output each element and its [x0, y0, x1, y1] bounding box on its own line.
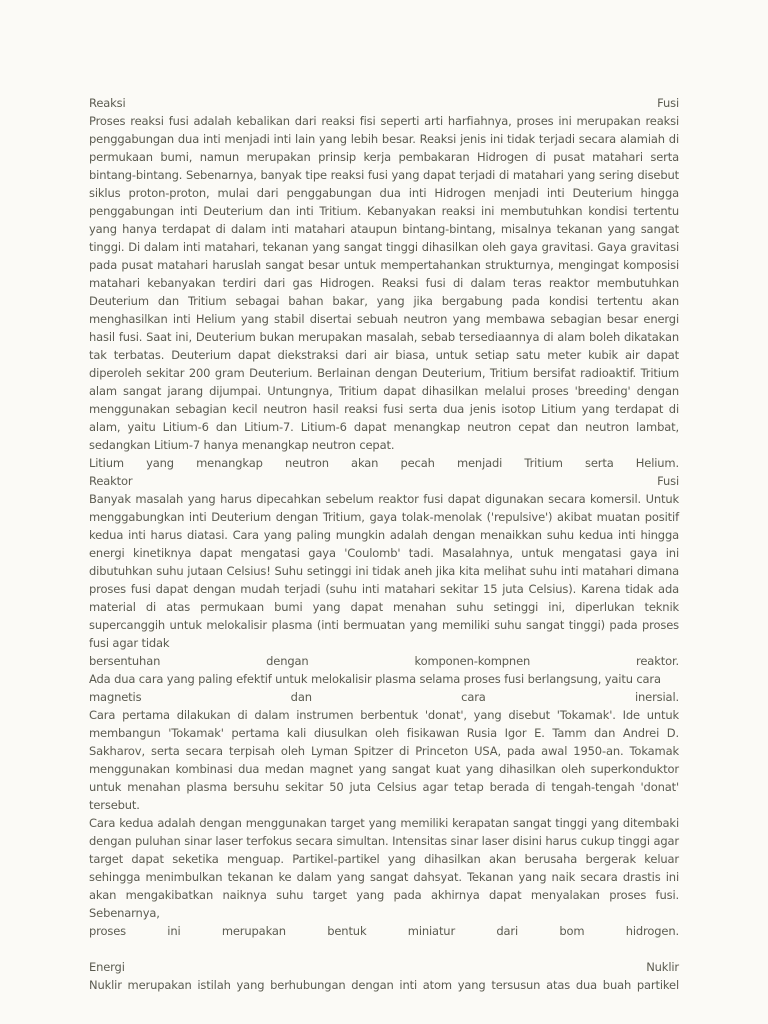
paragraph-reaksi-fusi-last-line: Litium yang menangkap neutron akan pecah menjadi Tritium serta Helium.	[89, 456, 679, 470]
paragraph-spacer	[89, 940, 679, 958]
section-heading-reaksi-fusi	[89, 94, 679, 112]
paragraph-reaktor-fusi-last-line: bersentuhan dengan komponen-kompnen reaktor.	[89, 654, 679, 668]
paragraph-reaksi-fusi: Proses reaksi fusi adalah kebalikan dari reaksi fisi seperti arti harfiahnya, proses ini merupakan reaksi penggabungan dua inti menjadi inti lain yang lebih besar. Reaksi jenis ini tidak terjadi secara alamiah di permukaan bumi, namun merupakan prinsip kerja pembakaran Hidrogen di pusat matahari serta bintang-bintang. Sebenarnya, banyak tipe reaksi fusi yang dapat terjadi di matahari yang sering disebut siklus proton-proton, mulai dari penggabungan dua inti Hidrogen menjadi inti Deuterium hingga penggabungan inti Deuterium dan inti Tritium. Kebanyakan reaksi ini membutuhkan kondisi tertentu yang hanya terdapat di dalam inti matahari ataupun bintang-bintang, misalnya tekanan yang sangat tinggi. Di dalam inti matahari, tekanan yang sangat tinggi dihasilkan oleh gaya gravitasi. Gaya gravitasi pada pusat matahari haruslah sangat besar untuk mempertahankan strukturnya, mengingat komposisi matahari kebanyakan terdiri dari gas Hidrogen. Reaksi fusi di dalam teras reaktor membutuhkan Deuterium dan Tritium sebagai bahan bakar, yang jika bergabung pada kondisi tertentu akan menghasilkan inti Helium yang stabil disertai sebuah neutron yang membawa sebagian besar energi hasil fusi. Saat ini, Deuterium bukan merupakan masalah, sebab tersediaannya di alam boleh dikatakan tak terbatas. Deuterium dapat diekstraksi dari air biasa, untuk setiap satu meter kubik air dapat diperoleh sekitar 200 gram Deuterium. Berlainan dengan Deuterium, Tritium bersifat radioaktif. Tritium alam sangat jarang dijumpai. Untungnya, Tritium dapat dihasilkan melalui proses 'breeding' dengan menggunakan sebagian kecil neutron hasil reaksi fusi serta dua jenis isotop Litium yang terdapat di alam, yaitu Litium-6 dan Litium-7. Litium-6 dapat menangkap neutron cepat dan neutron lambat, sedangkan Litium-7 hanya menangkap neutron cepat.	[89, 114, 679, 452]
heading-left: Energi	[89, 960, 125, 974]
paragraph-energi-nuklir: Nuklir merupakan istilah yang berhubungan dengan inti atom yang tersusun atas dua buah partikel	[89, 978, 679, 992]
section-heading-energi-nuklir	[89, 958, 679, 976]
paragraph-cara-efektif: Ada dua cara yang paling efektif untuk melokalisir plasma selama proses fusi berlangsung, yaitu cara	[89, 672, 661, 686]
paragraph-reaktor-fusi: Banyak masalah yang harus dipecahkan sebelum reaktor fusi dapat digunakan secara komersil. Untuk menggabungkan inti Deuterium dengan Tritium, gaya tolak-menolak ('repulsive') akibat muatan positif kedua inti harus diatasi. Cara yang paling mungkin adalah dengan menaikkan suhu kedua inti hingga energi kinetiknya dapat mengatasi gaya 'Coulomb' tadi. Masalahnya, untuk mengatasi gaya ini dibutuhkan suhu jutaan Celsius! Suhu setinggi ini tidak aneh jika kita melihat suhu inti matahari dimana proses fusi dapat dengan mudah terjadi (suhu inti matahari sekitar 15 juta Celsius). Karena tidak ada material di atas permukaan bumi yang dapat menahan suhu setinggi ini, diperlukan teknik supercanggih untuk melokalisir plasma (inti bermuatan yang memiliki suhu sangat tinggi) pada proses fusi agar tidak	[89, 492, 679, 650]
heading-right: Fusi	[657, 96, 679, 110]
paragraph-cara-kedua-last-line: proses ini merupakan bentuk miniatur dari bom hidrogen.	[89, 924, 679, 938]
heading-left: Reaktor	[89, 474, 133, 488]
document-page	[89, 94, 679, 994]
heading-left: Reaksi	[89, 96, 126, 110]
heading-right: Nuklir	[646, 960, 679, 974]
paragraph-cara-pertama: Cara pertama dilakukan di dalam instrumen berbentuk 'donat', yang disebut 'Tokamak'. Ide untuk membangun 'Tokamak' pertama kali diusulkan oleh fisikawan Rusia Igor E. Tamm dan Andrei D. Sakharov, serta secara terpisah oleh Lyman Spitzer di Princeton USA, pada awal 1950-an. Tokamak menggunakan kombinasi dua medan magnet yang sangat kuat yang dihasilkan oleh superkonduktor untuk menahan plasma bersuhu sekitar 50 juta Celsius agar tetap berada di tengah-tengah 'donat' tersebut.	[89, 708, 679, 812]
section-heading-reaktor-fusi	[89, 472, 679, 490]
paragraph-cara-efektif-last-line: magnetis dan cara inersial.	[89, 690, 679, 704]
paragraph-cara-kedua: Cara kedua adalah dengan menggunakan target yang memiliki kerapatan sangat tinggi yang ditembaki dengan puluhan sinar laser terfokus secara simultan. Intensitas sinar laser disini harus cukup tinggi agar target dapat seketika menguap. Partikel-partikel yang dihasilkan akan berusaha bergerak keluar sehingga menimbulkan tekanan ke dalam yang sangat dahsyat. Tekanan yang naik secara drastis ini akan mengakibatkan naiknya suhu target yang pada akhirnya dapat menyalakan proses fusi. Sebenarnya,	[89, 816, 679, 920]
heading-right: Fusi	[657, 474, 679, 488]
